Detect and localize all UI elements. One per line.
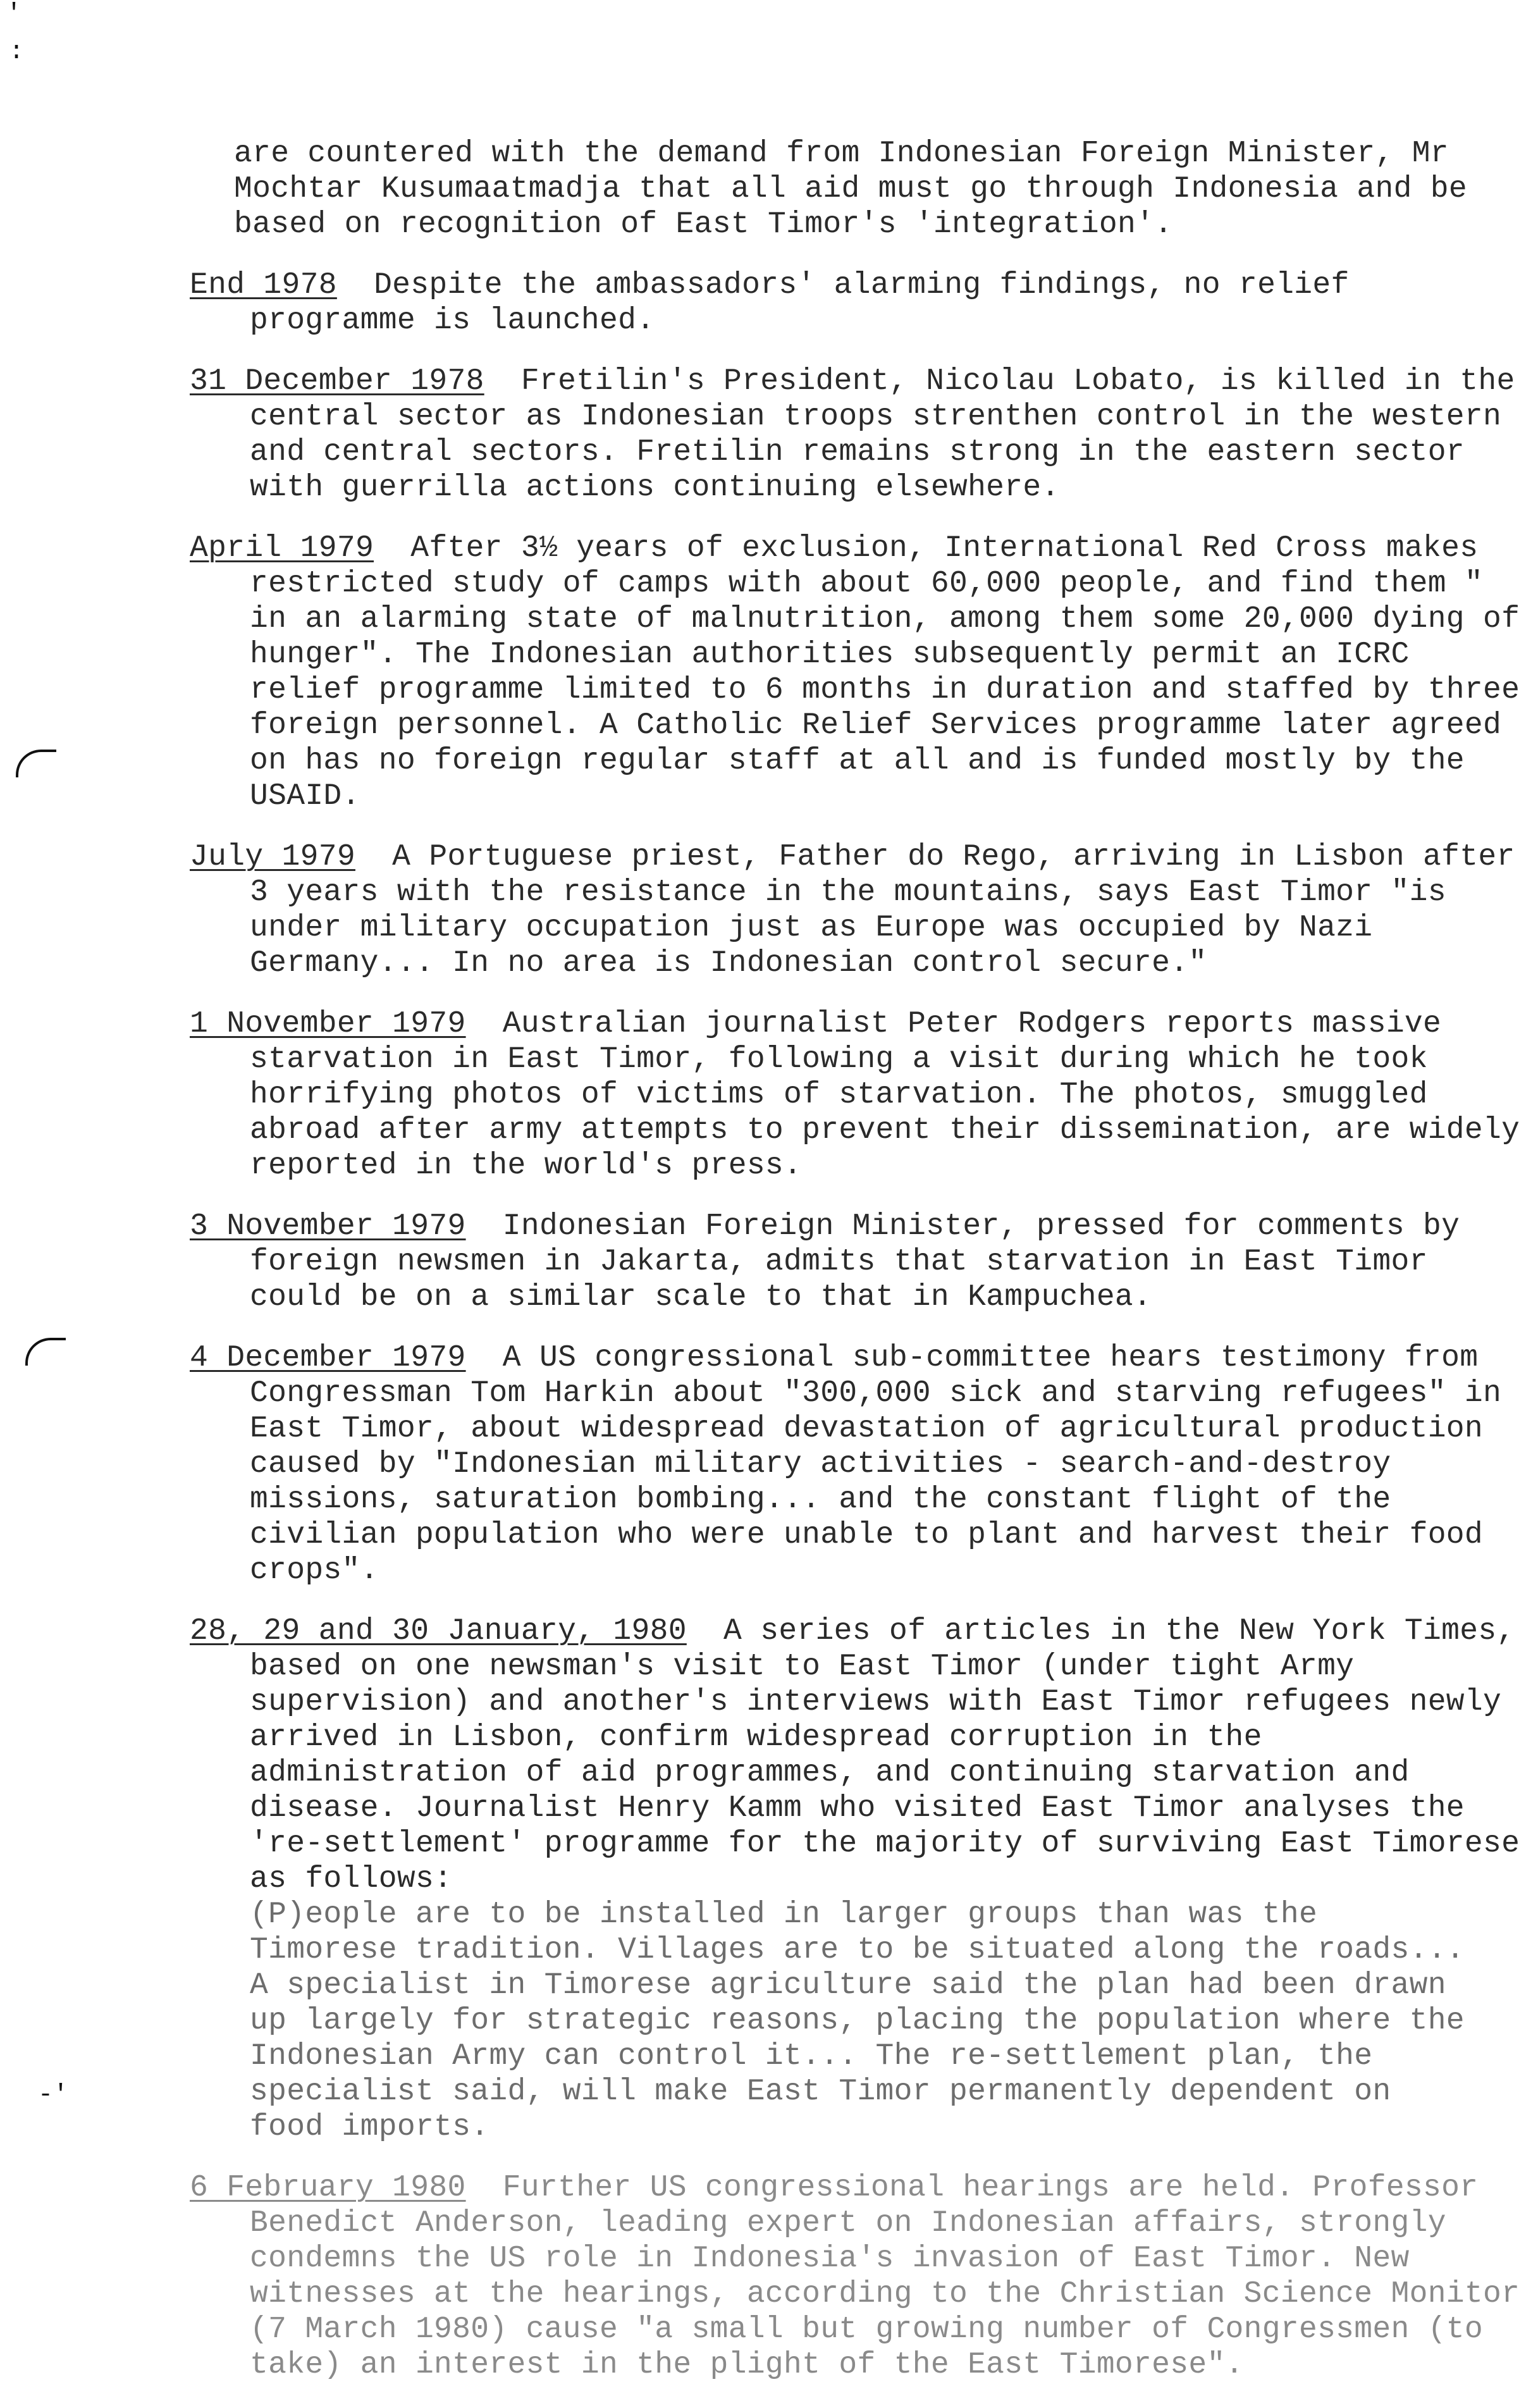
- entry-text: A US congressional sub-committee hears testimony from Congressman Tom Harkin about "300,000 sick and starving refugees" in East Timor, about widespread devastation of agricultural production caused by "Indonesian military activities - search-and-destroy missions, saturation bombing... and the constant flight of the civilian population who were unable to plant and harvest their food crops".: [250, 1341, 1502, 1588]
- timeline-text: [190, 136, 1524, 2408]
- entry-date: July 1979: [190, 840, 355, 874]
- entry-text: A series of articles in the New York Times, based on one newsman's visit to East Timor (under tight Army supervision) and another's interviews with East Timor refugees newly arrived in Lisbon, confirm widespread corruption in the administration of aid programmes, and continuing starvation and disease. Journalist Henry Kamm who visited East Timor analyses the 're-settlement' programme for the majority of surviving East Timorese as follows:: [250, 1614, 1520, 1896]
- scan-mark-top-2: :: [9, 38, 25, 66]
- entry-text: Despite the ambassadors' alarming findings, no relief programme is launched.: [250, 268, 1350, 338]
- entry-date: April 1979: [190, 531, 374, 565]
- entry-date: 1 November 1979: [190, 1007, 466, 1041]
- entry-text: Further US congressional hearings are held. Professor Benedict Anderson, leading expert on Indonesian affairs, strongly condemns the US role in Indonesia's invasion of East Timor. New witnesses at the hearings, according to the Christian Science Monitor (7 March 1980) cause "a small but growing number of Congressmen (to take) an interest in the plight of the East Timorese".: [250, 2171, 1520, 2382]
- block-quote: (P)eople are to be installed in larger groups than was the Timorese tradition. Villages are to be situated along the roads... A specialist in Timorese agriculture said the plan had been drawn up largely for strategic reasons, placing the population where the Indonesian Army can control it... The re-settlement plan, the specialist said, will make East Timor permanently dependent on food imports.: [250, 1898, 1465, 2144]
- timeline-entry-faded: [190, 2170, 1524, 2383]
- scan-mark-bottom: -': [38, 2081, 69, 2109]
- entry-text: Indonesian Foreign Minister, pressed for comments by foreign newsmen in Jakarta, admits that starvation in East Timor could be on a similar scale to that in Kampuchea.: [250, 1209, 1460, 1314]
- entry-date: 6 February 1980: [190, 2171, 466, 2205]
- timeline-entry: [190, 1340, 1524, 1588]
- entry-date: 4 December 1979: [190, 1341, 466, 1375]
- timeline-entry: [190, 1209, 1524, 1315]
- timeline-entry: [190, 268, 1524, 338]
- entry-text: After 3½ years of exclusion, International Red Cross makes restricted study of camps with about 60,000 people, and find them " in an alarming state of malnutrition, among them some 20,000 dying of hunger". The Indonesian authorities subsequently permit an ICRC relief programme limited to 6 months in duration and staffed by three foreign personnel. A Catholic Relief Services programme later agreed on has no foreign regular staff at all and is funded mostly by the USAID.: [250, 531, 1520, 813]
- entry-date: 28, 29 and 30 January, 1980: [190, 1614, 687, 1648]
- timeline-entry: [190, 364, 1524, 505]
- timeline-entry: [190, 839, 1524, 981]
- entry-date: 31 December 1978: [190, 364, 484, 398]
- timeline-entry: [190, 1006, 1524, 1183]
- margin-bracket-1: [16, 750, 56, 777]
- margin-bracket-2: [25, 1338, 66, 1366]
- entry-text: Australian journalist Peter Rodgers reports massive starvation in East Timor, following a visit during which he took horrifying photos of victims of starvation. The photos, smuggled abroad after army attempts to prevent their dissemination, are widely reported in the world's press.: [250, 1007, 1520, 1183]
- continuation-paragraph: are countered with the demand from Indonesian Foreign Minister, Mr Mochtar Kusumaatmadja that all aid must go through Indonesia and be based on recognition of East Timor's 'integration'.: [234, 137, 1468, 242]
- entry-text: Fretilin's President, Nicolau Lobato, is killed in the central sector as Indonesian troops strenthen control in the western and central sectors. Fretilin remains strong in the eastern sector with guerrilla actions continuing elsewhere.: [250, 364, 1515, 505]
- entry-date: End 1978: [190, 268, 337, 302]
- scan-mark-top-1: ': [6, 0, 22, 28]
- entry-text: A Portuguese priest, Father do Rego, arriving in Lisbon after 3 years with the resistance in the mountains, says East Timor "is under military occupation just as Europe was occupied by Nazi Germany... In no area is Indonesian control secure.": [250, 840, 1515, 980]
- timeline-entry: [190, 1614, 1524, 2145]
- entry-date: 3 November 1979: [190, 1209, 466, 1244]
- timeline-entry: [190, 531, 1524, 814]
